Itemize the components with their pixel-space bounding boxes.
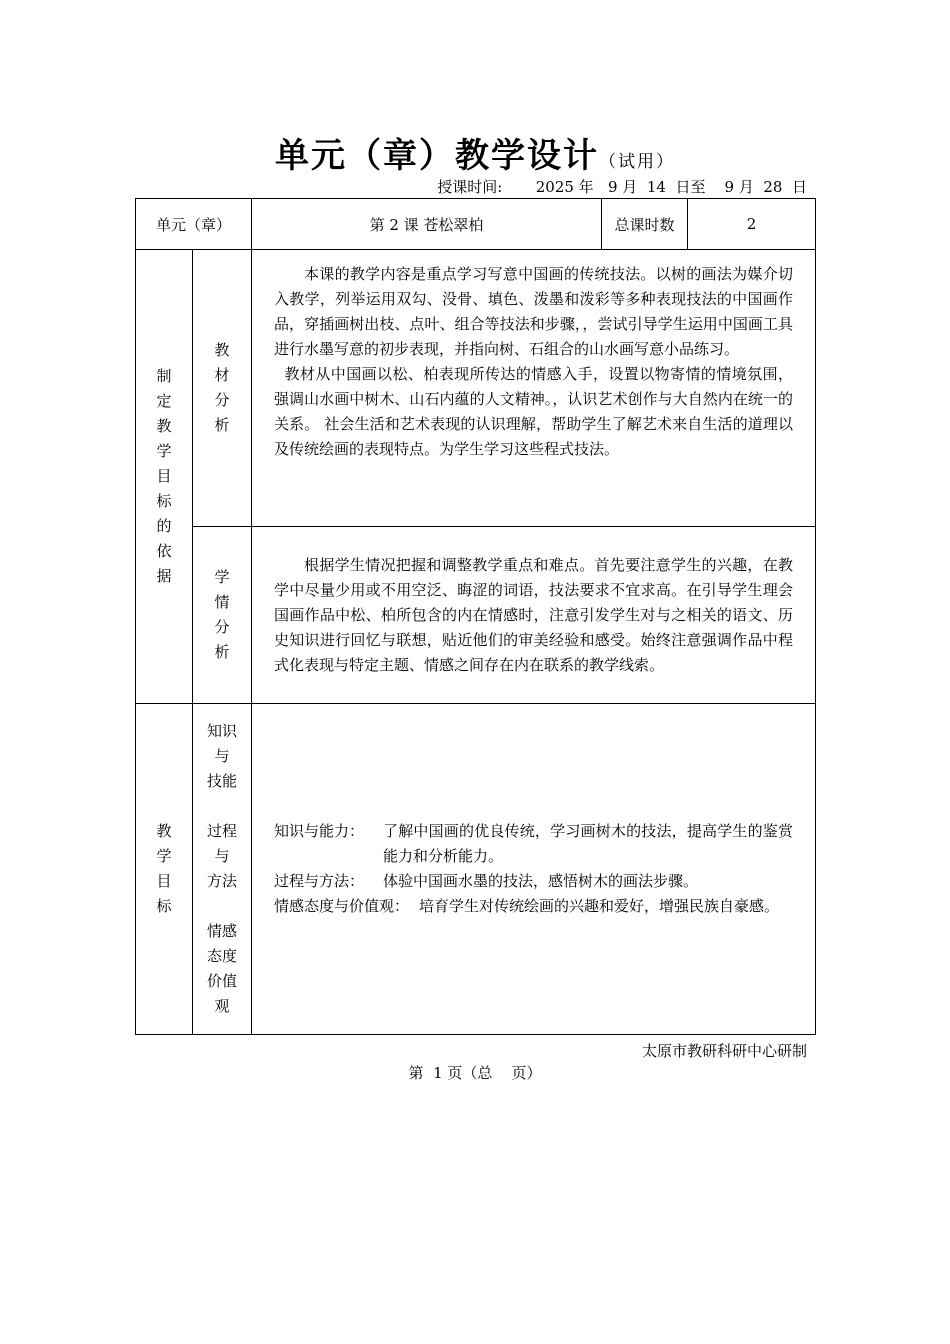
lesson-title: 第 2 课 苍松翠柏: [252, 199, 602, 250]
students-paragraph: 根据学生情况把握和调整教学重点和难点。首先要注意学生的兴趣，在教学中尽量少用或不用空泛、晦涩的词语，技法要求不宜求高。在引导学生理会国画作品中松、柏所包含的内在情感时，注意引发学生对与之相关的语文、历史知识进行回忆与联想，贴近他们的审美经验和感受。始终注意强调作品中程式化表现与特定主题、情感之间存在内在联系的教学线索。: [274, 555, 794, 674]
goal-process: 过程与方法： 体验中国画水墨的技法，感悟树木的画法步骤。: [274, 872, 699, 890]
students-label: 学 情 分 析: [193, 527, 252, 704]
footer-organization: 太原市教研科研中心研制: [641, 1042, 807, 1060]
goals-content: [252, 704, 816, 1035]
title-sub: （试用）: [599, 152, 675, 172]
goals-sub-labels: 知识 与 技能 过程 与 方法 情感 态度 价值 观: [193, 704, 252, 1035]
title-main: 单元（章）教学设计: [275, 136, 599, 176]
students-analysis: [252, 527, 816, 704]
lesson-plan-table: [135, 198, 816, 1035]
total-hours-value: 2: [688, 199, 816, 250]
materials-paragraph-1: 本课的教学内容是重点学习写意中国画的传统技法。以树的画法为媒介切入教学，列举运用双勾、没骨、填色、泼墨和泼彩等多种表现技法的中国画作品，穿插画树出枝、点叶、组合等技法和步骤，，尝试引导学生运用中国画工具进行水墨写意的初步表现，并指向树、石组合的山水画写意小品练习。: [274, 265, 794, 358]
goals-label: 教 学 目 标: [136, 704, 193, 1035]
goal-knowledge: 知识与能力： 了解中国画的优良传统，学习画树木的技法，提高学生的鉴赏能力和分析能力。: [274, 822, 794, 865]
students-row: [136, 527, 816, 704]
materials-paragraph-2: 教材从中国画以松、柏表现所传达的情感入手，设置以物寄情的情境氛围，强调山水画中树木、山石内蕴的人文精神。，认识艺术创作与大自然内在统一的关系。 社会生活和艺术表现的认识理解，帮助学生了解艺术来自生活的道理以及传统绘画的表现特点。为学生学习这些程式技法。: [274, 365, 794, 458]
basis-label: 制 定 教 学 目 标 的 依 据: [136, 250, 193, 704]
goal-emotion: 情感态度与价值观： 培育学生对传统绘画的兴趣和爱好，增强民族自豪感。: [274, 897, 780, 915]
page-number: 第 1 页（总 页）: [408, 1064, 542, 1082]
materials-row: [136, 250, 816, 527]
header-row: [136, 199, 816, 250]
unit-label: 单元（章）: [136, 199, 252, 250]
goals-row: [136, 704, 816, 1035]
total-hours-label: 总课时数: [602, 199, 688, 250]
materials-label: 教 材 分 析: [193, 250, 252, 527]
document-title: [0, 128, 950, 177]
date-line: 授课时间: 2025 年 9 月 14 日至 9 月 28 日: [437, 178, 807, 196]
materials-analysis: [252, 250, 816, 527]
